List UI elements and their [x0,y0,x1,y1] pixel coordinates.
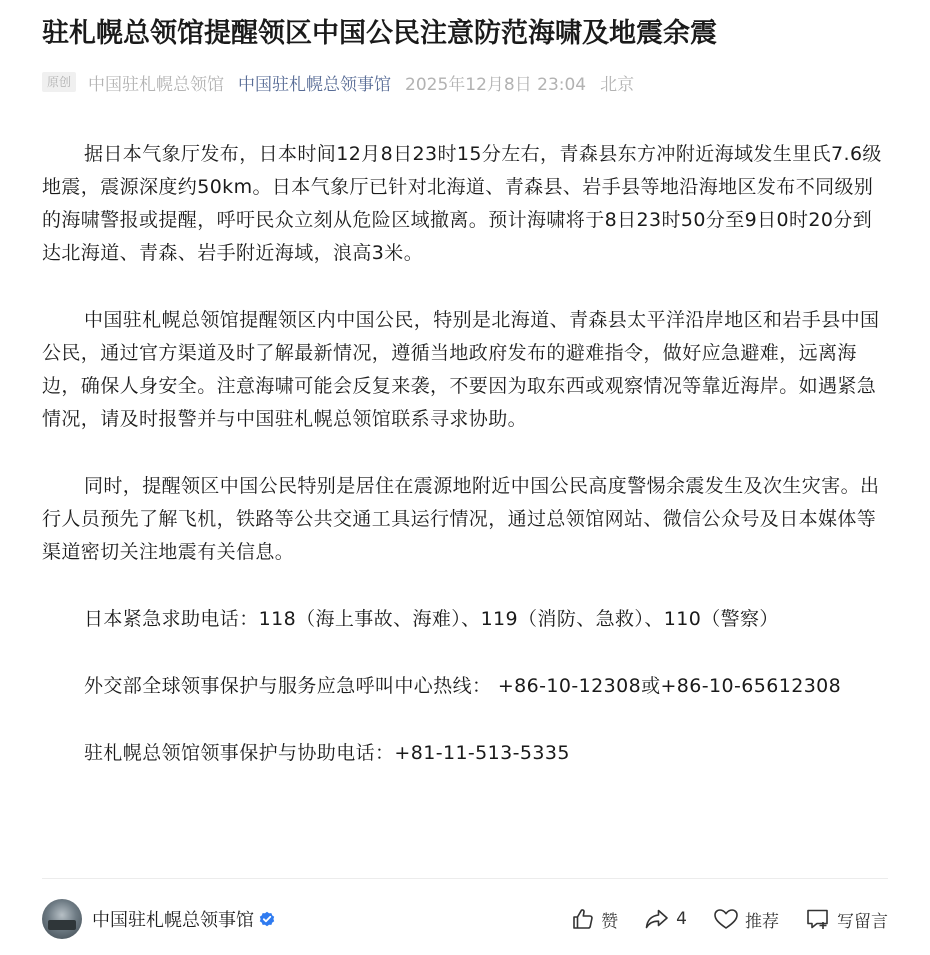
footer-account-name[interactable]: 中国驻札幌总领事馆 [92,910,254,931]
article-footer [42,898,888,940]
paragraph: 日本紧急求助电话：118（海上事故、海难）、119（消防、急救）、110（警察） [84,608,779,630]
action-bar [545,907,888,932]
paragraph: 外交部全球领事保护与服务应急呼叫中心热线： +86-10-12308或+86-10-65612308 [84,675,842,697]
recommend-button[interactable] [713,907,779,932]
verified-badge-icon [259,911,275,927]
like-button[interactable] [571,907,618,932]
account-link[interactable]: 中国驻札幌总领事馆 [238,74,392,95]
article-title: 驻札幌总领馆提醒领区中国公民注意防范海啸及地震余震 [42,18,717,49]
article-meta [42,68,634,96]
paragraph: 驻札幌总领馆领事保护与协助电话：+81-11-513-5335 [84,742,570,764]
paragraph: 中国驻札幌总领馆提醒领区内中国公民，特别是北海道、青森县太平洋沿岸地区和岩手县中国公民，通过官方渠道及时了解最新情况，遵循当地政府发布的避难指令，做好应急避难，远离海边，确保人身安全。注意海啸可能会反复来袭，不要因为取东西或观察情况等靠近海岸。如遇紧急情况，请及时报警并与中国驻札幌总领馆联系寻求协助。 [42,309,880,430]
original-badge: 原创 [42,72,76,92]
share-button[interactable] [644,907,687,931]
publish-location: 北京 [600,74,635,95]
comment-button[interactable] [805,907,888,932]
share-icon [644,907,670,931]
account-avatar[interactable] [42,899,82,939]
share-count: 4 [676,909,687,929]
paragraph: 据日本气象厅发布，日本时间12月8日23时15分左右，青森县东方冲附近海域发生里氏7.6级地震，震源深度约50km。日本气象厅已针对北海道、青森县、岩手县等地沿海地区发布不同级别的海啸警报或提醒，呼吁民众立刻从危险区域撤离。预计海啸将于8日23时50分至9日0时20分到达北海道、青森、岩手附近海域，浪高3米。 [42,143,882,264]
comment-label: 写留言 [837,911,888,932]
publish-time: 2025年12月8日 23:04 [405,74,587,95]
paragraph: 同时，提醒领区中国公民特别是居住在震源地附近中国公民高度警惕余震发生及次生灾害。出行人员预先了解飞机，铁路等公共交通工具运行情况，通过总领馆网站、微信公众号及日本媒体等渠道密切关注地震有关信息。 [42,475,880,563]
recommend-label: 推荐 [745,911,779,932]
article-body [42,138,890,804]
comment-icon [805,907,831,931]
heart-icon [713,907,739,931]
author-name: 中国驻札幌总领馆 [88,74,225,95]
like-label: 赞 [601,911,619,932]
footer-divider [42,878,888,879]
thumbs-up-icon [571,907,595,931]
